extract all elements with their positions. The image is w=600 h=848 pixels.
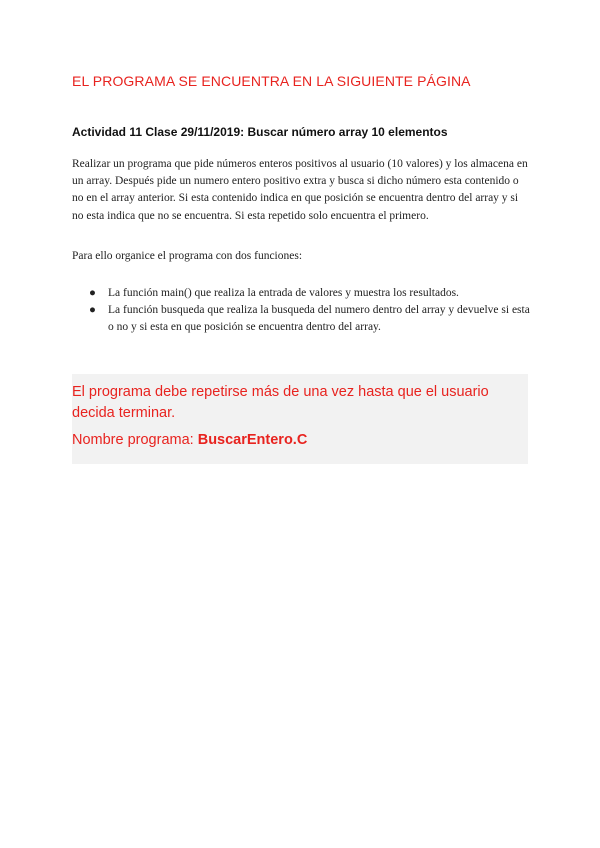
list-item xyxy=(72,285,532,302)
note-box xyxy=(72,374,528,464)
program-name-value: BuscarEntero.C xyxy=(197,432,308,448)
program-name xyxy=(72,432,307,448)
functions-list xyxy=(72,285,532,336)
function-busqueda-text: La función busqueda que realiza la busqueda del numero dentro del array y devuelve si esta o no y si esta en que posición se encuentra dentro del array. xyxy=(108,304,530,333)
list-item xyxy=(72,302,532,336)
activity-title: Actividad 11 Clase 29/11/2019: Buscar número array 10 elementos xyxy=(72,125,448,139)
next-page-notice: EL PROGRAMA SE ENCUENTRA EN LA SIGUIENTE PÁGINA xyxy=(72,73,471,89)
bullet-icon: ● xyxy=(89,304,96,316)
repeat-note: El programa debe repetirse más de una vez hasta que el usuario decida terminar. xyxy=(72,384,489,421)
program-name-label: Nombre programa: xyxy=(72,432,198,448)
bullet-icon: ● xyxy=(89,287,96,299)
organization-paragraph: Para ello organice el programa con dos funciones: xyxy=(72,250,303,262)
function-main-text: La función main() que realiza la entrada de valores y muestra los resultados. xyxy=(108,287,459,299)
description-paragraph: Realizar un programa que pide números enteros positivos al usuario (10 valores) y los almacena en un array. Después pide un numero entero positivo extra y busca si dicho número esta contenido o no en el array anterior. Si esta contenido indica en que posición se encuentra dentro del array y si no esta indica que no se encuentra. Si esta repetido solo encuentra el primero. xyxy=(72,158,528,222)
